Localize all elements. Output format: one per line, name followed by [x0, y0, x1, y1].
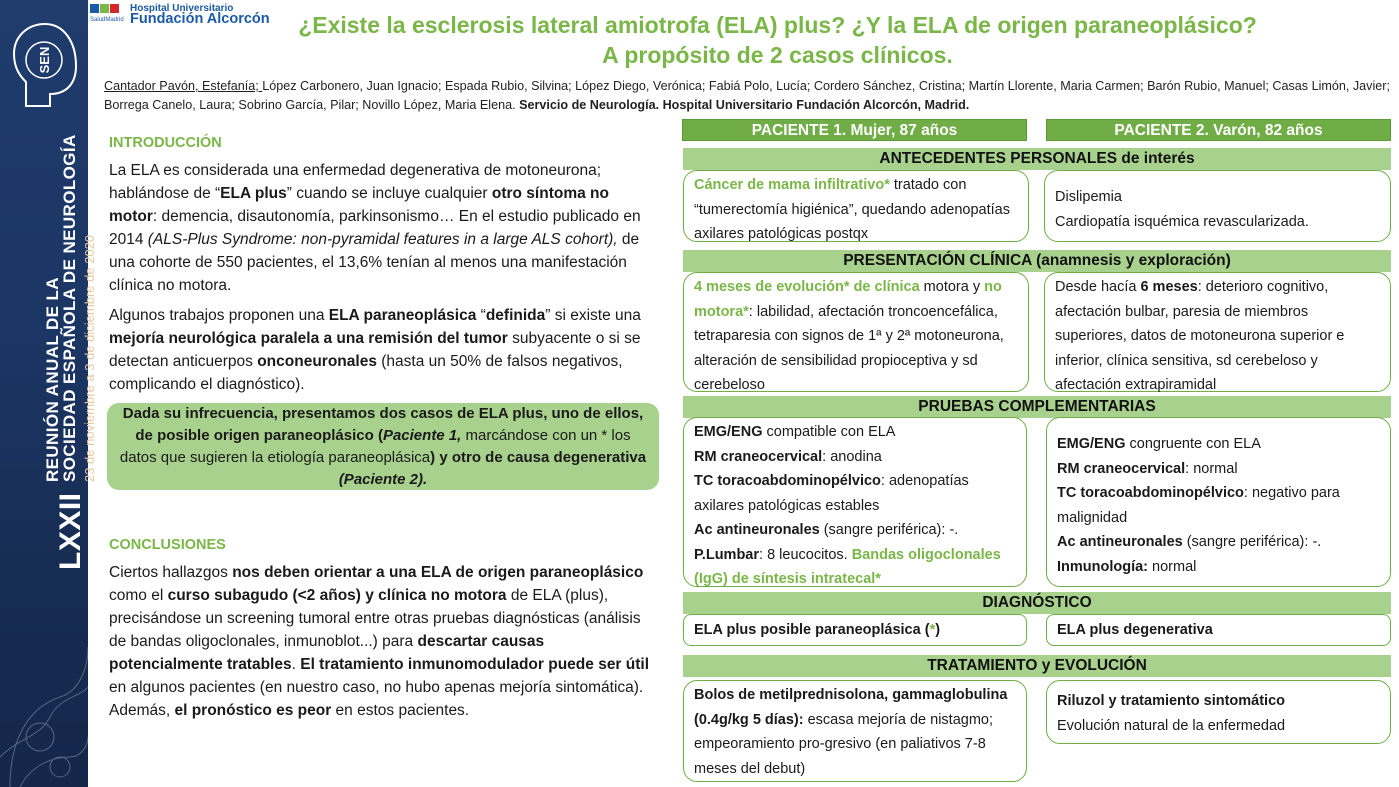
section-antecedentes: ANTECEDENTES PERSONALES de interés	[683, 148, 1391, 170]
logo-subtext: SaludMadrid	[90, 17, 124, 23]
p1-antecedentes-card: Cáncer de mama infiltrativo* tratado con “tumerectomía higiénica”, quedando adenopatías axilares patológicas postqx	[683, 170, 1029, 242]
intro-paragraph-1: La ELA es considerada una enfermedad degenerativa de motoneurona; hablándose de “ELA plus” cuando se incluye cualquier otro síntoma no motor: demencia, disautonomía, parkinsonismo… En el estudio publicado en 2014 (ALS-Plus Syndrome: non-pyramidal features in a large ALS cohort), de una cohorte de 550 pacientes, el 13,6% tenían al menos una manifestación clínica no motora.	[109, 162, 641, 294]
logo-line-1: Hospital Universitario	[130, 3, 234, 14]
p1-diagnostico-card: ELA plus posible paraneoplásica (*)	[683, 614, 1027, 646]
introduction-section	[109, 135, 659, 403]
intro-paragraph-2: Algunos trabajos proponen una ELA paraneoplásica “definida” si existe una mejoría neurológica paralela a una remisión del tumor subyacente o si se detectan anticuerpos onconeuronales (hasta un 50% de falsos negativos, complicando el diagnóstico).	[109, 307, 641, 393]
title-line-1: ¿Existe la esclerosis lateral amiotrofa (ELA) plus? ¿Y la ELA de origen paraneoplásico?	[298, 12, 1257, 38]
coauthors: López Carbonero, Juan Ignacio; Espada Rubio, Silvina; López Diego, Verónica; Fabiá Polo, Lucía; Cordero Sánchez, Cristina; Martín Llorente, Maria Carmen; Barón Rubio, Manuel; Casas Limón, Javier; Borrega Canelo, Laura; Sobrino García, Pilar; Novillo López, Maria Elena.	[104, 79, 1390, 112]
patient-1-header: PACIENTE 1. Mujer, 87 años	[682, 119, 1027, 141]
introduction-heading: INTRODUCCIÓN	[109, 135, 222, 151]
section-diagnostico: DIAGNÓSTICO	[683, 592, 1391, 614]
p2-antecedentes-card: Dislipemia Cardiopatía isquémica revascularizada.	[1044, 170, 1391, 242]
p2-diagnostico-card: ELA plus degenerativa	[1046, 614, 1391, 646]
brain-decoration-icon	[0, 587, 88, 787]
p2-pruebas-card: EMG/ENG congruente con ELA RM craneocervical: normal TC toracoabdominopélvico: negativo para malignidad Ac antineuronales (sangre periférica): -. Inmunología: normal	[1046, 417, 1391, 587]
section-pruebas: PRUEBAS COMPLEMENTARIAS	[683, 396, 1391, 418]
section-tratamiento: TRATAMIENTO y EVOLUCIÓN	[683, 655, 1391, 677]
p2-presentacion-card: Desde hacía 6 meses: deterioro cognitivo, afectación bulbar, paresia de miembros superiores, datos de motoneurona superior e inferior, clínica sensitiva, sd cerebeloso y afectación extrapiramidal	[1044, 272, 1391, 392]
patient-2-header: PACIENTE 2. Varón, 82 años	[1046, 119, 1391, 141]
sidebar-banner	[0, 0, 97, 787]
conclusions-section	[109, 537, 659, 729]
p1-presentacion-card: 4 meses de evolución* de clínica motora y no motora*: labilidad, afectación troncoencefálica, tetraparesia con signos de 1ª y 2ª motoneurona, alteración de sensibilidad propioceptiva y sd cerebeloso	[683, 272, 1029, 392]
highlight-box: Dada su infrecuencia, presentamos dos casos de ELA plus, uno de ellos, de posible origen paraneoplásico (Paciente 1, marcándose con un * los datos que sugieren la etiología paraneoplásica) y otro de causa degenerativa (Paciente 2).	[107, 403, 659, 490]
poster-title	[295, 10, 1260, 70]
affiliation: Servicio de Neurología. Hospital Universitario Fundación Alcorcón, Madrid.	[519, 98, 970, 112]
authors-list	[104, 77, 1392, 115]
congress-line-1: REUNIÓN ANUAL DE LA	[43, 277, 62, 483]
section-presentacion: PRESENTACIÓN CLÍNICA (anamnesis y exploración)	[683, 250, 1391, 272]
hospital-logo	[90, 2, 290, 28]
congress-dates: 23 de noviembre a 3 de diciembre de 2020	[82, 234, 97, 483]
p2-tratamiento-card: Riluzol y tratamiento sintomático Evolución natural de la enfermedad	[1046, 680, 1391, 744]
edition-number: LXXII	[53, 492, 87, 570]
conclusions-heading: CONCLUSIONES	[109, 537, 226, 553]
p1-pruebas-card: EMG/ENG compatible con ELA RM craneocervical: anodina TC toracoabdominopélvico: adenopatías axilares patológicas estables Ac antineuronales (sangre periférica): -. P.Lumbar: 8 leucocitos. Bandas oligoclonales (IgG) de síntesis intratecal*	[683, 417, 1027, 587]
congress-vertical-title	[44, 134, 97, 570]
p1-tratamiento-card: Bolos de metilprednisolona, gammaglobulina (0.4g/kg 5 días): escasa mejoría de nistagmo; empeoramiento pro-gresivo (en paliativos 7-8 meses del debut)	[683, 680, 1027, 782]
title-line-2: A propósito de 2 casos clínicos.	[602, 42, 953, 68]
conclusions-paragraph: Ciertos hallazgos nos deben orientar a una ELA de origen paraneoplásico como el curso subagudo (<2 años) y clínica no motora de ELA (plus), precisándose un screening tumoral entre otras pruebas diagnósticas (análisis de bandas oligoclonales, inmunoblot...) para descartar causas potencialmente tratables. El tratamiento inmunomodulador puede ser útil en algunos pacientes (en nuestro caso, no hubo apenas mejoría sintomática). Además, el pronóstico es peor en estos pacientes.	[109, 564, 650, 719]
sen-brain-logo-icon	[6, 20, 84, 112]
logo-line-2: Fundación Alcorcón	[130, 11, 270, 27]
first-author: Cantador Pavón, Estefanía;	[104, 79, 263, 93]
congress-line-2: SOCIEDAD ESPAÑOLA DE NEUROLOGÍA	[60, 134, 79, 483]
svg-text:SEN: SEN	[37, 46, 52, 74]
